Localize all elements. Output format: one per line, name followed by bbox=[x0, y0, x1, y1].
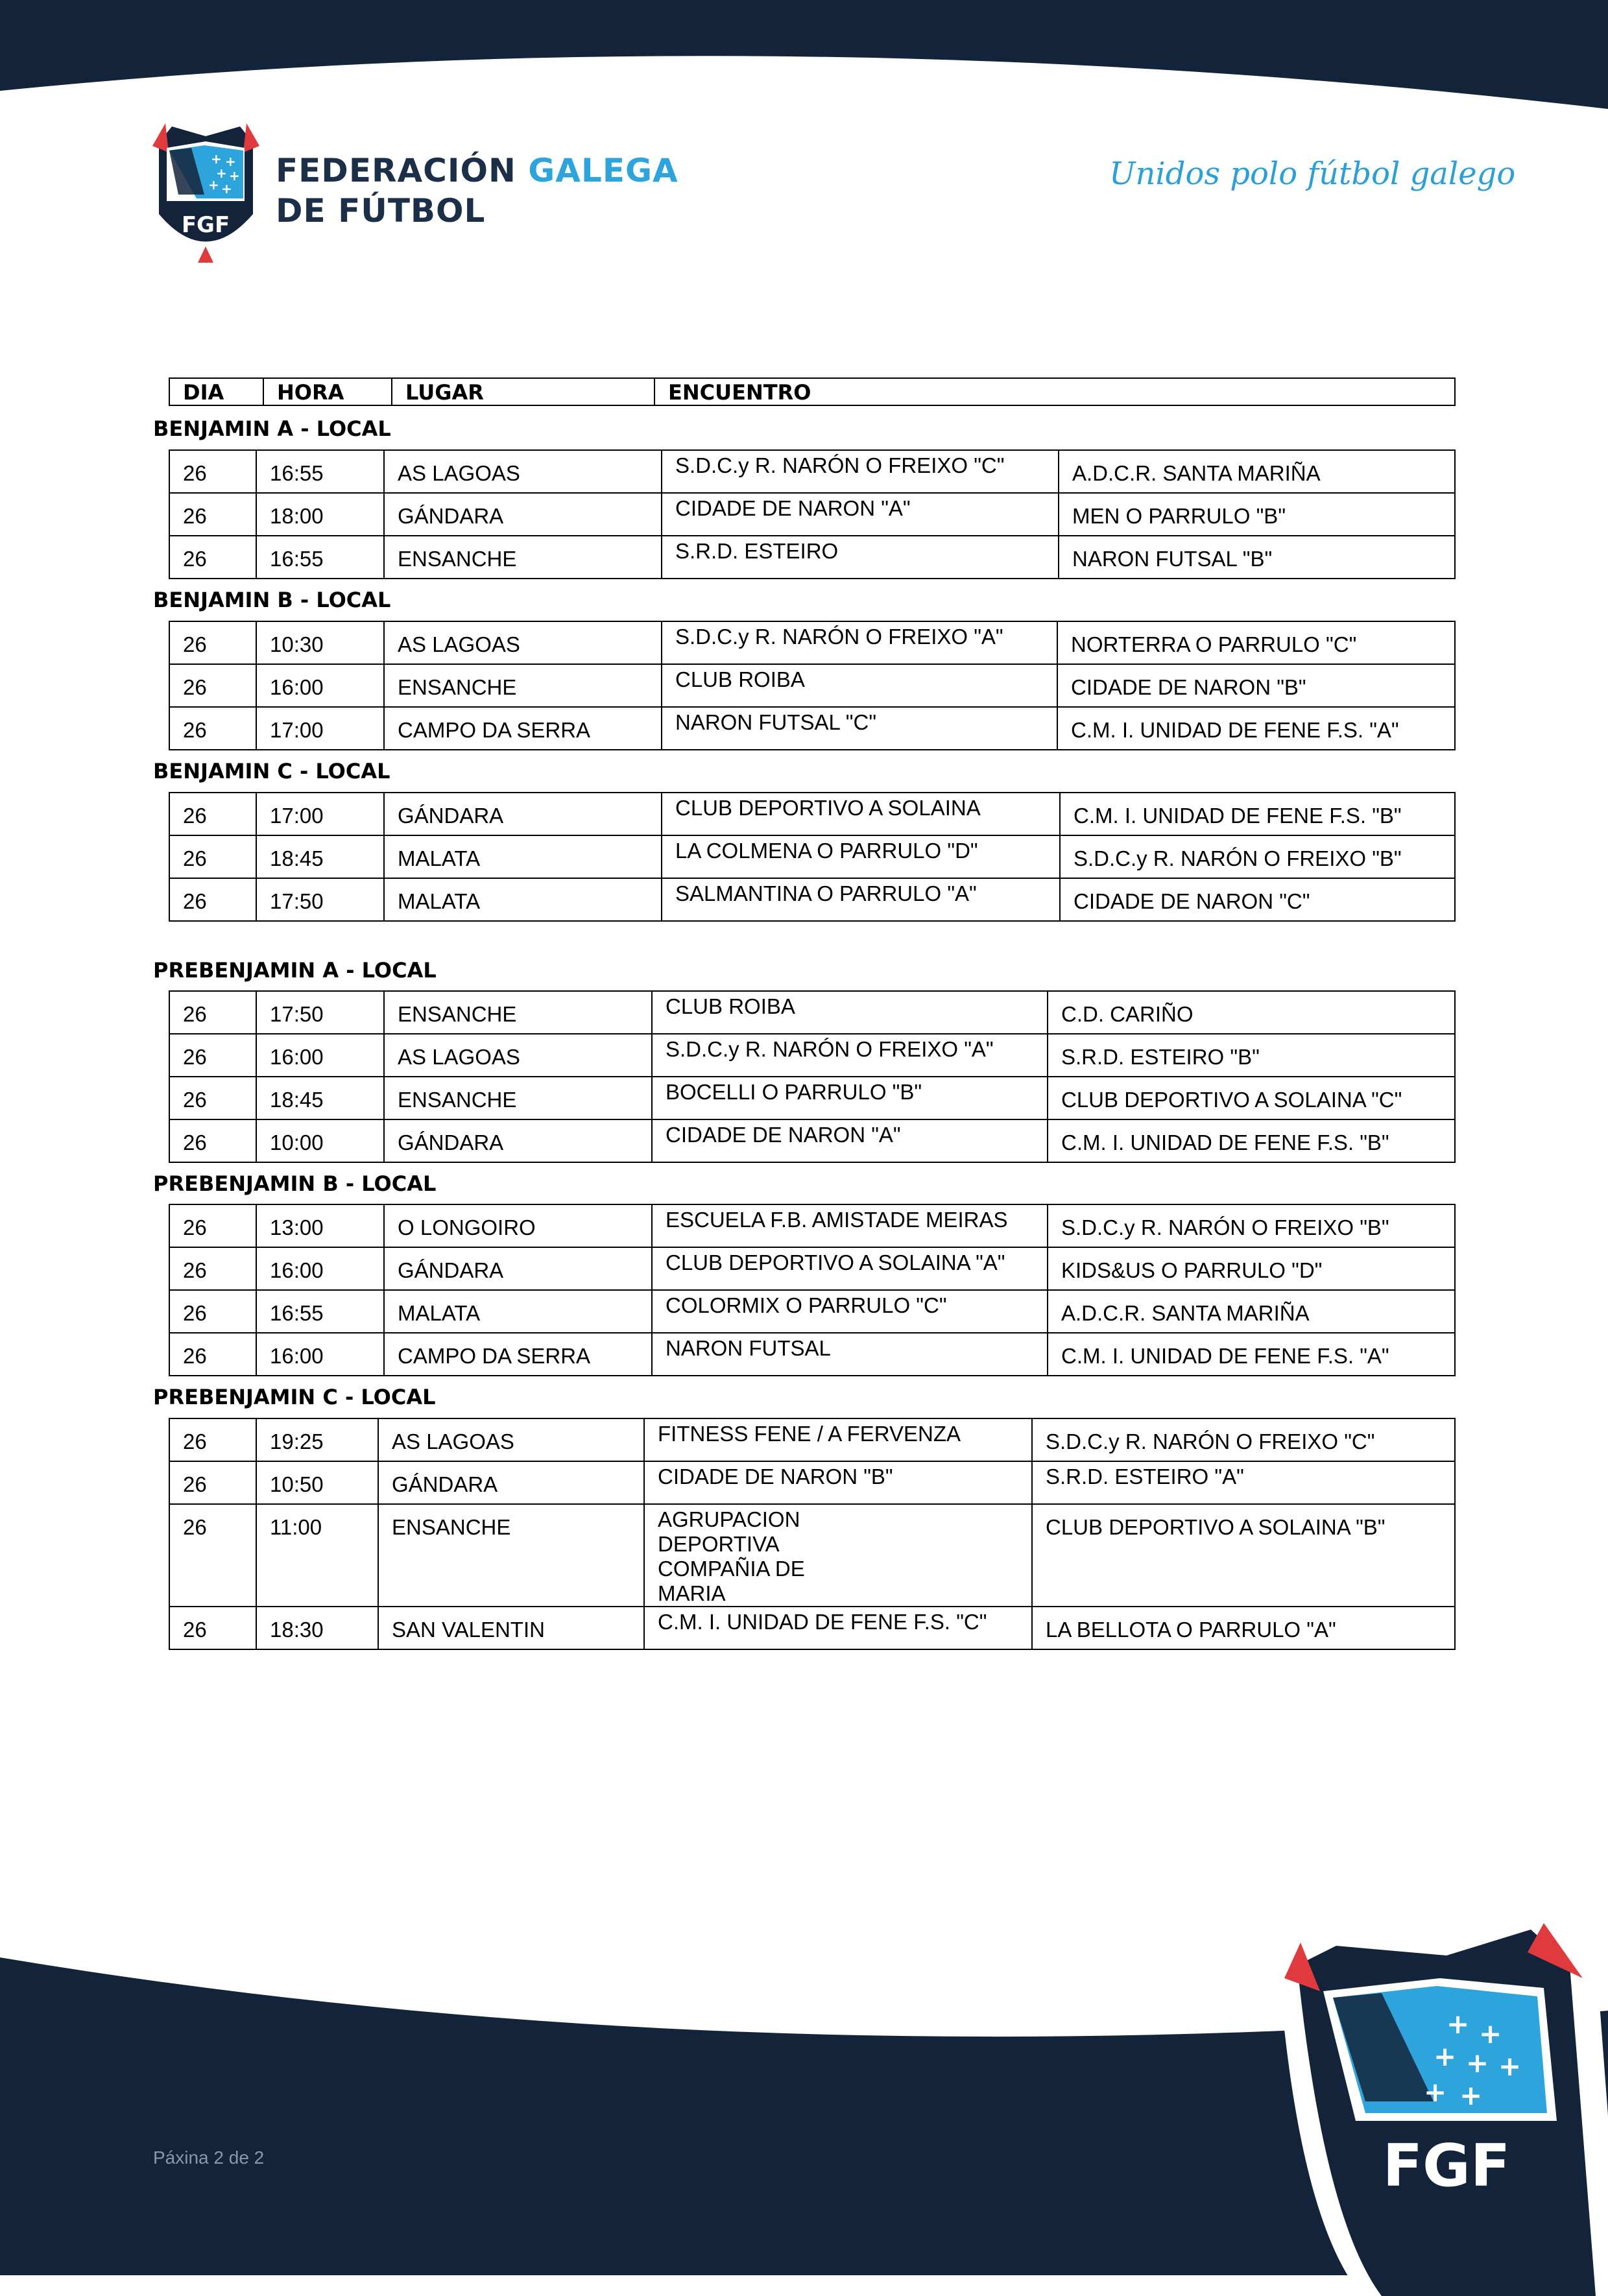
cell-visiting-team: NARON FUTSAL "B" bbox=[1059, 536, 1455, 579]
table-row bbox=[169, 707, 1455, 750]
svg-text:+: + bbox=[1424, 2076, 1447, 2108]
cell-local-team: S.D.C.y R. NARÓN O FREIXO "C" bbox=[662, 450, 1059, 493]
table-row bbox=[169, 1119, 1455, 1162]
svg-text:+: + bbox=[225, 154, 236, 169]
section-title: BENJAMIN C - LOCAL bbox=[153, 759, 390, 783]
table-row bbox=[169, 493, 1455, 536]
cell-dia: 26 bbox=[169, 878, 256, 921]
cell-local-team: CIDADE DE NARON "B" bbox=[644, 1461, 1032, 1504]
cell-local-team: COLORMIX O PARRULO "C" bbox=[652, 1290, 1048, 1333]
cell-hora: 16:00 bbox=[256, 1034, 384, 1077]
cell-local-team: BOCELLI O PARRULO "B" bbox=[652, 1077, 1048, 1119]
cell-lugar: ENSANCHE bbox=[384, 664, 662, 707]
section-title: PREBENJAMIN A - LOCAL bbox=[153, 958, 437, 983]
cell-hora: 18:45 bbox=[256, 1077, 384, 1119]
cell-visiting-team: C.M. I. UNIDAD DE FENE F.S. "A" bbox=[1057, 707, 1455, 750]
cell-local-team: NARON FUTSAL bbox=[652, 1333, 1048, 1376]
cell-dia: 26 bbox=[169, 536, 256, 579]
cell-visiting-team: S.R.D. ESTEIRO "B" bbox=[1048, 1034, 1455, 1077]
cell-lugar: GÁNDARA bbox=[384, 1247, 652, 1290]
cell-hora: 17:50 bbox=[256, 878, 384, 921]
cell-dia: 26 bbox=[169, 707, 256, 750]
column-header-row bbox=[169, 378, 1455, 405]
cell-lugar: ENSANCHE bbox=[384, 991, 652, 1034]
cell-local-team: S.D.C.y R. NARÓN O FREIXO "A" bbox=[662, 621, 1057, 664]
table-row bbox=[169, 793, 1455, 835]
cell-dia: 26 bbox=[169, 835, 256, 878]
cell-local-team: CIDADE DE NARON "A" bbox=[662, 493, 1059, 536]
svg-text:+: + bbox=[229, 168, 240, 184]
cell-lugar: GÁNDARA bbox=[378, 1461, 644, 1504]
cell-dia: 26 bbox=[169, 793, 256, 835]
table-row bbox=[169, 1418, 1455, 1461]
cell-visiting-team: C.M. I. UNIDAD DE FENE F.S. "B" bbox=[1060, 793, 1455, 835]
cell-local-team: LA COLMENA O PARRULO "D" bbox=[662, 835, 1060, 878]
cell-dia: 26 bbox=[169, 1504, 256, 1607]
cell-dia: 26 bbox=[169, 1333, 256, 1376]
corner-logo-text: FGF bbox=[1382, 2132, 1511, 2200]
table-row bbox=[169, 835, 1455, 878]
cell-hora: 19:25 bbox=[256, 1418, 378, 1461]
cell-visiting-team: LA BELLOTA O PARRULO "A" bbox=[1032, 1607, 1455, 1649]
logo-text: FGF bbox=[181, 212, 230, 238]
svg-text:+: + bbox=[1446, 2008, 1470, 2040]
cell-hora: 10:30 bbox=[256, 621, 384, 664]
cell-hora: 10:50 bbox=[256, 1461, 378, 1504]
cell-hora: 17:00 bbox=[256, 793, 384, 835]
cell-hora: 16:00 bbox=[256, 1247, 384, 1290]
table-row bbox=[169, 621, 1455, 664]
cell-local-team: SALMANTINA O PARRULO "A" bbox=[662, 878, 1060, 921]
cell-visiting-team: A.D.C.R. SANTA MARIÑA bbox=[1048, 1290, 1455, 1333]
svg-text:+: + bbox=[1434, 2040, 1457, 2072]
svg-text:+: + bbox=[1479, 2018, 1502, 2050]
cell-hora: 16:00 bbox=[256, 664, 384, 707]
cell-visiting-team: KIDS&US O PARRULO "D" bbox=[1048, 1247, 1455, 1290]
table-row bbox=[169, 1034, 1455, 1077]
cell-visiting-team: CIDADE DE NARON "B" bbox=[1057, 664, 1455, 707]
cell-hora: 16:55 bbox=[256, 1290, 384, 1333]
cell-lugar: CAMPO DA SERRA bbox=[384, 707, 662, 750]
cell-dia: 26 bbox=[169, 1247, 256, 1290]
cell-lugar: O LONGOIRO bbox=[384, 1204, 652, 1247]
match-table bbox=[169, 792, 1456, 922]
org-name-dark: FEDERACIÓN bbox=[276, 152, 516, 189]
cell-visiting-team: MEN O PARRULO "B" bbox=[1059, 493, 1455, 536]
cell-local-team: CIDADE DE NARON "A" bbox=[652, 1119, 1048, 1162]
cell-visiting-team: S.D.C.y R. NARÓN O FREIXO "B" bbox=[1048, 1204, 1455, 1247]
cell-local-team: FITNESS FENE / A FERVENZA bbox=[644, 1418, 1032, 1461]
cell-local-team: NARON FUTSAL "C" bbox=[662, 707, 1057, 750]
cell-lugar: CAMPO DA SERRA bbox=[384, 1333, 652, 1376]
svg-text:+: + bbox=[208, 177, 219, 193]
section-title: PREBENJAMIN B - LOCAL bbox=[153, 1171, 437, 1196]
cell-lugar: MALATA bbox=[384, 878, 662, 921]
organization-name bbox=[276, 150, 678, 231]
cell-local-team: S.R.D. ESTEIRO bbox=[662, 536, 1059, 579]
cell-lugar: MALATA bbox=[384, 835, 662, 878]
cell-visiting-team: CLUB DEPORTIVO A SOLAINA "C" bbox=[1048, 1077, 1455, 1119]
cell-local-team: CLUB ROIBA bbox=[662, 664, 1057, 707]
col-dia: DIA bbox=[169, 378, 263, 405]
match-table bbox=[169, 990, 1456, 1163]
cell-lugar: GÁNDARA bbox=[384, 1119, 652, 1162]
slogan: Unidos polo fútbol galego bbox=[1109, 156, 1516, 192]
top-band bbox=[0, 0, 1608, 109]
cell-visiting-team: NORTERRA O PARRULO "C" bbox=[1057, 621, 1455, 664]
cell-dia: 26 bbox=[169, 991, 256, 1034]
svg-text:+: + bbox=[1459, 2079, 1483, 2111]
cell-visiting-team: S.D.C.y R. NARÓN O FREIXO "C" bbox=[1032, 1418, 1455, 1461]
cell-hora: 16:00 bbox=[256, 1333, 384, 1376]
table-row bbox=[169, 991, 1455, 1034]
match-table bbox=[169, 1418, 1456, 1650]
cell-hora: 13:00 bbox=[256, 1204, 384, 1247]
cell-lugar: ENSANCHE bbox=[384, 536, 662, 579]
cell-local-team: S.D.C.y R. NARÓN O FREIXO "A" bbox=[652, 1034, 1048, 1077]
table-row bbox=[169, 536, 1455, 579]
table-row bbox=[169, 450, 1455, 493]
cell-dia: 26 bbox=[169, 1077, 256, 1119]
cell-dia: 26 bbox=[169, 493, 256, 536]
svg-text:+: + bbox=[211, 151, 222, 167]
col-lugar: LUGAR bbox=[392, 378, 654, 405]
cell-hora: 18:30 bbox=[256, 1607, 378, 1649]
cell-lugar: AS LAGOAS bbox=[384, 450, 662, 493]
svg-text:+: + bbox=[216, 165, 227, 181]
cell-local-team: ESCUELA F.B. AMISTADE MEIRAS bbox=[652, 1204, 1048, 1247]
org-name-light: GALEGA bbox=[528, 152, 678, 189]
cell-dia: 26 bbox=[169, 1290, 256, 1333]
svg-text:+: + bbox=[1466, 2047, 1489, 2079]
cell-dia: 26 bbox=[169, 1119, 256, 1162]
table-row bbox=[169, 1504, 1455, 1607]
cell-hora: 16:55 bbox=[256, 536, 384, 579]
svg-text:+: + bbox=[221, 181, 232, 197]
table-row bbox=[169, 878, 1455, 921]
cell-dia: 26 bbox=[169, 1607, 256, 1649]
cell-hora: 18:00 bbox=[256, 493, 384, 536]
match-table bbox=[169, 449, 1456, 579]
cell-local-team: CLUB DEPORTIVO A SOLAINA bbox=[662, 793, 1060, 835]
cell-hora: 16:55 bbox=[256, 450, 384, 493]
section-title: PREBENJAMIN C - LOCAL bbox=[153, 1385, 436, 1409]
org-name-line2: DE FÚTBOL bbox=[276, 192, 486, 230]
cell-dia: 26 bbox=[169, 1418, 256, 1461]
cell-dia: 26 bbox=[169, 450, 256, 493]
page-number: Páxina 2 de 2 bbox=[153, 2147, 265, 2168]
cell-hora: 17:50 bbox=[256, 991, 384, 1034]
table-row bbox=[169, 1247, 1455, 1290]
table-row bbox=[169, 1290, 1455, 1333]
cell-local-team: C.M. I. UNIDAD DE FENE F.S. "C" bbox=[644, 1607, 1032, 1649]
cell-local-team: CLUB ROIBA bbox=[652, 991, 1048, 1034]
section-title: BENJAMIN B - LOCAL bbox=[153, 588, 391, 612]
cell-lugar: GÁNDARA bbox=[384, 793, 662, 835]
cell-local-team: AGRUPACION DEPORTIVA COMPAÑIA DE MARIA bbox=[644, 1504, 1032, 1607]
table-row bbox=[169, 664, 1455, 707]
fgf-corner-logo bbox=[1271, 1907, 1608, 2296]
cell-lugar: AS LAGOAS bbox=[384, 1034, 652, 1077]
col-hora: HORA bbox=[263, 378, 392, 405]
cell-dia: 26 bbox=[169, 621, 256, 664]
column-header-table bbox=[169, 377, 1456, 406]
svg-text:+: + bbox=[1498, 2050, 1522, 2082]
match-table bbox=[169, 621, 1456, 750]
cell-hora: 11:00 bbox=[256, 1504, 378, 1607]
cell-dia: 26 bbox=[169, 1461, 256, 1504]
fgf-shield-logo bbox=[146, 117, 266, 269]
table-row bbox=[169, 1077, 1455, 1119]
cell-lugar: SAN VALENTIN bbox=[378, 1607, 644, 1649]
table-row bbox=[169, 1333, 1455, 1376]
cell-hora: 10:00 bbox=[256, 1119, 384, 1162]
cell-lugar: MALATA bbox=[384, 1290, 652, 1333]
table-row bbox=[169, 1461, 1455, 1504]
cell-lugar: AS LAGOAS bbox=[378, 1418, 644, 1461]
cell-visiting-team: C.D. CARIÑO bbox=[1048, 991, 1455, 1034]
cell-lugar: AS LAGOAS bbox=[384, 621, 662, 664]
cell-visiting-team: S.D.C.y R. NARÓN O FREIXO "B" bbox=[1060, 835, 1455, 878]
cell-lugar: GÁNDARA bbox=[384, 493, 662, 536]
cell-visiting-team: C.M. I. UNIDAD DE FENE F.S. "B" bbox=[1048, 1119, 1455, 1162]
match-table bbox=[169, 1204, 1456, 1376]
cell-visiting-team: C.M. I. UNIDAD DE FENE F.S. "A" bbox=[1048, 1333, 1455, 1376]
table-row bbox=[169, 1204, 1455, 1247]
cell-dia: 26 bbox=[169, 1204, 256, 1247]
cell-dia: 26 bbox=[169, 1034, 256, 1077]
cell-visiting-team: A.D.C.R. SANTA MARIÑA bbox=[1059, 450, 1455, 493]
table-row bbox=[169, 1607, 1455, 1649]
cell-visiting-team: S.R.D. ESTEIRO "A" bbox=[1032, 1461, 1455, 1504]
cell-hora: 18:45 bbox=[256, 835, 384, 878]
cell-visiting-team: CIDADE DE NARON "C" bbox=[1060, 878, 1455, 921]
cell-dia: 26 bbox=[169, 664, 256, 707]
cell-hora: 17:00 bbox=[256, 707, 384, 750]
cell-visiting-team: CLUB DEPORTIVO A SOLAINA "B" bbox=[1032, 1504, 1455, 1607]
cell-lugar: ENSANCHE bbox=[378, 1504, 644, 1607]
section-title: BENJAMIN A - LOCAL bbox=[153, 416, 391, 441]
cell-local-team: CLUB DEPORTIVO A SOLAINA "A" bbox=[652, 1247, 1048, 1290]
col-encuentro: ENCUENTRO bbox=[654, 378, 1455, 405]
cell-lugar: ENSANCHE bbox=[384, 1077, 652, 1119]
